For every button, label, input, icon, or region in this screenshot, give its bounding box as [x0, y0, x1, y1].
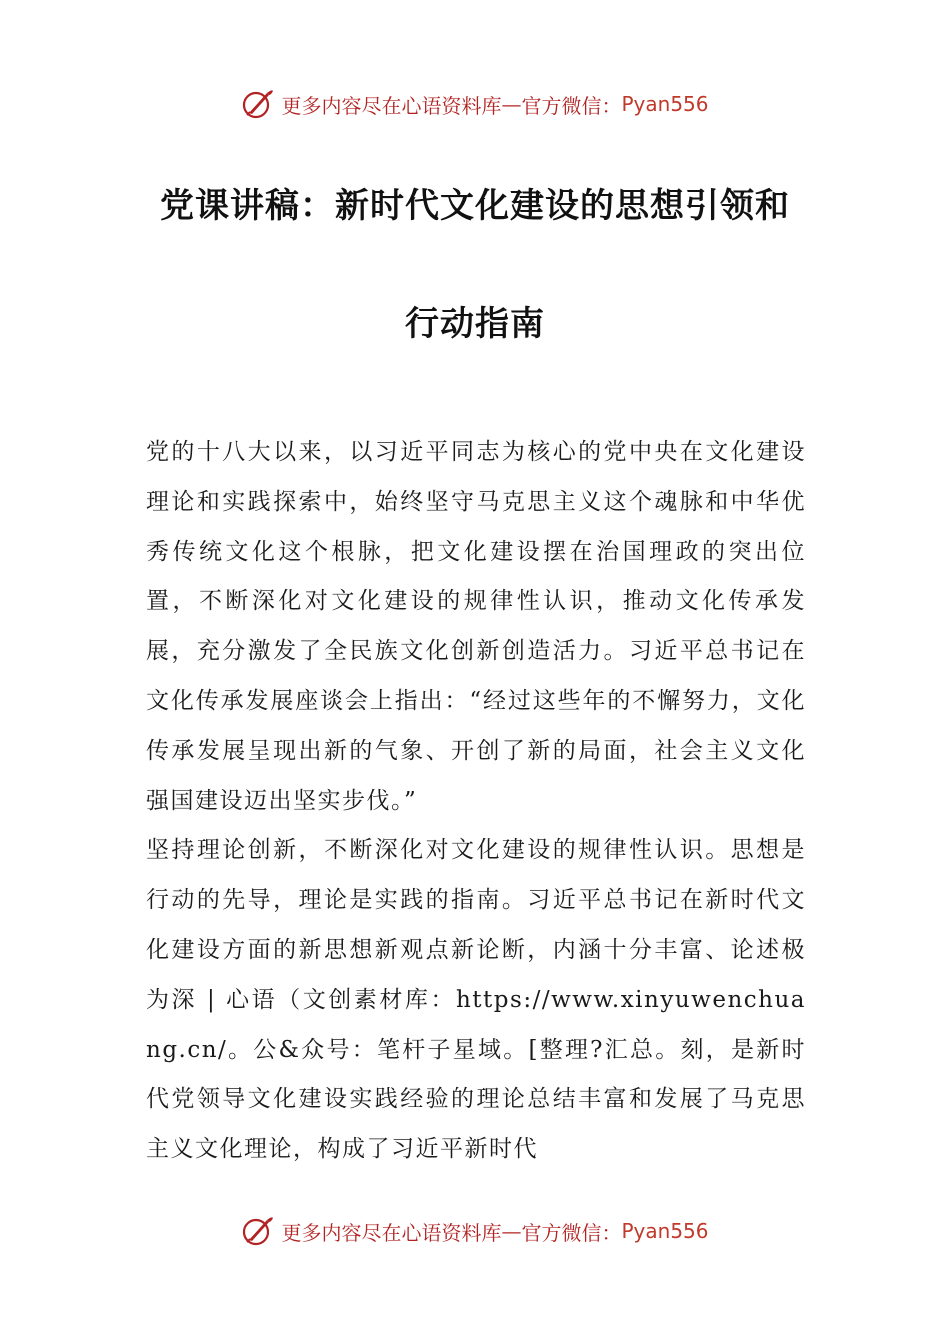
footer-watermark-banner: [0, 1211, 950, 1251]
header-watermark-banner: [0, 84, 950, 124]
banner-wechat-label: 官方微信：: [521, 1220, 622, 1245]
banner-wechat-label: 官方微信：: [521, 93, 622, 118]
quill-pen-logo-icon: [241, 87, 275, 121]
document-title-line-1: 党课讲稿：新时代文化建设的思想引领和: [160, 186, 790, 226]
banner-separator: —: [501, 1219, 522, 1243]
banner-wechat-id: Pyan556: [621, 1219, 709, 1243]
body-paragraph-2: 坚持理论创新，不断深化对文化建设的规律性认识。思想是行动的先导，理论是实践的指南。习近平总书记在新时代文化建设方面的新思想新观点新论断，内涵十分丰富、论述极为深 | 心语（文创素材库：https://www.xinyuwenchuang.cn/。公&众号：笔杆子星域。[整理?汇总。刻，是新时代党领导文化建设实践经验的理论总结丰富和发展了马克思主义文化理论，构成了习近平新时代: [146, 837, 806, 1163]
banner-separator: —: [501, 92, 522, 116]
quill-pen-logo-icon: [241, 1214, 275, 1248]
banner-brand-text: 更多内容尽在心语资料库: [281, 1220, 502, 1245]
banner-brand-text: 更多内容尽在心语资料库: [281, 93, 502, 118]
banner-wechat-id: Pyan556: [621, 92, 709, 116]
document-title-line-2: 行动指南: [405, 304, 545, 344]
body-paragraph-1: 党的十八大以来，以习近平同志为核心的党中央在文化建设理论和实践探索中，始终坚守马克思主义这个魂脉和中华优秀传统文化这个根脉，把文化建设摆在治国理政的突出位置，不断深化对文化建设的规律性认识，推动文化传承发展，充分激发了全民族文化创新创造活力。习近平总书记在文化传承发展座谈会上指出：“经过这些年的不懈努力，文化传承发展呈现出新的气象、开创了新的局面，社会主义文化强国建设迈出坚实步伐。”: [146, 439, 806, 814]
document-body: [146, 428, 806, 1175]
